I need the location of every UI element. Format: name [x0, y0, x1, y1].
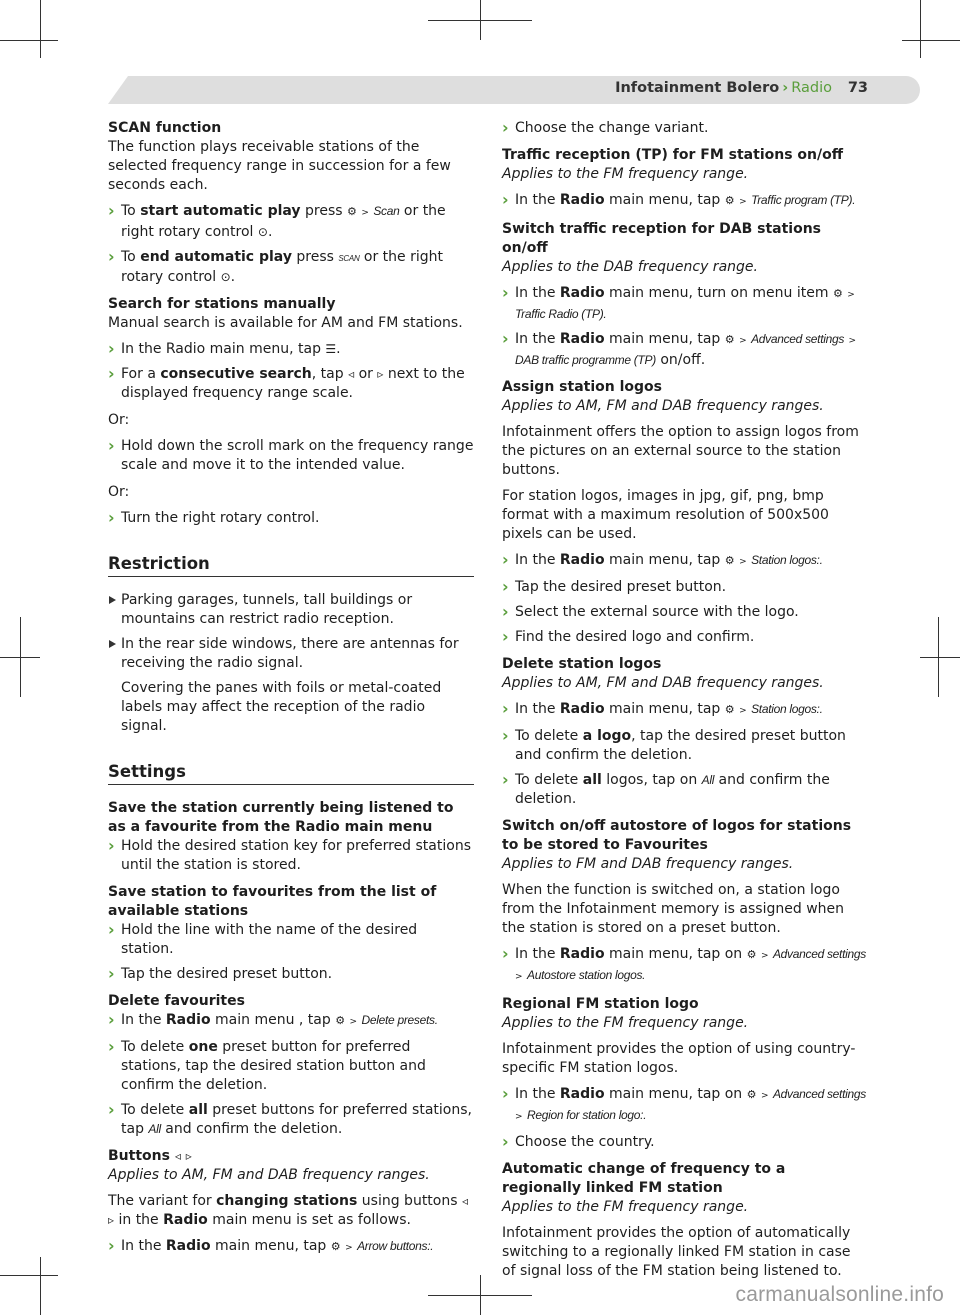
breadcrumb-current: Radio	[791, 80, 832, 96]
arrow-icon: >	[760, 1091, 769, 1101]
crop-mark	[480, 0, 481, 40]
step-tp-1: › In the Radio main menu, tap ⚙ > Traffic program (TP).	[502, 191, 868, 212]
gear-icon: ⚙	[724, 194, 735, 207]
gear-icon: ⚙	[346, 205, 357, 218]
menu-all: All	[701, 773, 715, 787]
menu-scan: Scan	[373, 204, 400, 218]
crop-mark	[480, 1275, 481, 1315]
left-icon: ◃	[174, 1149, 181, 1163]
gear-icon: ⚙	[724, 703, 735, 716]
breadcrumb	[615, 80, 832, 96]
step-reg-2: › Choose the country.	[502, 1133, 868, 1152]
section-settings: Settings	[108, 762, 474, 785]
step-fav2-2: › Tap the desired preset button.	[108, 965, 474, 984]
heading-delete-fav: Delete favourites	[108, 993, 245, 1009]
menu-delete-presets: Delete presets.	[361, 1013, 438, 1027]
dab-applies: Applies to the DAB frequency range.	[502, 259, 758, 275]
right-icon: ▹	[108, 1213, 115, 1227]
step-logo-4: › Find the desired logo and confirm.	[502, 628, 868, 647]
step-delete-1: › In the Radio main menu , tap ⚙ > Delete presets.	[108, 1011, 474, 1032]
gear-icon: ⚙	[330, 1240, 341, 1253]
menu-advanced-settings: Advanced settings	[772, 947, 866, 961]
logos-para-2: For station logos, images in jpg, gif, png, bmp format with a maximum resolution of 500x500 pixels can be used.	[502, 488, 829, 542]
left-column	[108, 119, 474, 1264]
arrow-icon: >	[848, 336, 857, 346]
step-logo-2: › Tap the desired preset button.	[502, 578, 868, 597]
gear-icon: ⚙	[335, 1014, 346, 1027]
step-dl-3: › To delete all logos, tap on All and confirm the deletion.	[502, 771, 868, 809]
heading-fav1: Save the station currently being listened to as a favourite from the Radio main menu	[108, 800, 454, 835]
crop-mark	[40, 0, 41, 58]
menu-arrow-buttons: Arrow buttons:.	[357, 1239, 434, 1253]
arrow-icon: >	[361, 208, 369, 218]
heading-auto-change: Automatic change of frequency to a regionally linked FM station	[502, 1161, 786, 1196]
gear-icon: ⚙	[832, 287, 843, 300]
crop-mark	[0, 40, 58, 41]
buttons-description: The variant for changing stations using buttons ◃ ▹ in the Radio main menu is set as follows.	[108, 1193, 469, 1228]
menu-dab-traffic: DAB traffic programme (TP)	[515, 353, 656, 367]
autostore-applies: Applies to FM and DAB frequency ranges.	[502, 856, 794, 872]
step-dab-1: › In the Radio main menu, turn on menu item ⚙ > Traffic Radio (TP).	[502, 284, 868, 324]
heading-autostore: Switch on/off autostore of logos for stations to be stored to Favourites	[502, 818, 852, 853]
arrow-icon: >	[739, 336, 747, 346]
crop-mark	[902, 40, 960, 41]
auto-change-applies: Applies to the FM frequency range.	[502, 1199, 749, 1215]
arrow-icon: >	[349, 1017, 358, 1027]
manual-description: Manual search is available for AM and FM stations.	[108, 315, 463, 331]
watermark: carmanualsonline.info	[735, 1283, 944, 1306]
breadcrumb-chapter: Infotainment Bolero	[615, 80, 780, 96]
right-column	[502, 119, 868, 1288]
left-icon: ◃	[348, 367, 355, 381]
crop-mark	[40, 1257, 41, 1315]
heading-assign-logos: Assign station logos	[502, 379, 662, 395]
step-choose-variant: › Choose the change variant.	[502, 119, 868, 138]
arrow-icon: >	[515, 972, 523, 982]
arrow-icon: >	[515, 1112, 523, 1122]
arrow-icon: >	[739, 557, 747, 567]
rotary-icon: ⊙	[220, 270, 231, 284]
gear-icon: ⚙	[724, 333, 735, 346]
heading-manual: Search for stations manually	[108, 296, 336, 312]
menu-region-logo: Region for station logo:.	[527, 1108, 647, 1122]
logos-applies: Applies to AM, FM and DAB frequency ranges.	[502, 398, 824, 414]
crop-mark	[20, 617, 21, 697]
restriction-bullet-2: In the rear side windows, there are antennas for receiving the radio signal.	[108, 635, 474, 673]
heading-dab-tp: Switch traffic reception for DAB stations on/off	[502, 221, 822, 256]
gear-icon: ⚙	[724, 554, 735, 567]
section-restriction: Restriction	[108, 554, 474, 577]
step-start-scan: › To start automatic play press ⚙ > Scan or the right rotary control ⊙.	[108, 202, 474, 242]
arrow-icon: >	[739, 197, 747, 207]
heading-regional: Regional FM station logo	[502, 996, 699, 1012]
delete-logos-applies: Applies to AM, FM and DAB frequency ranges.	[502, 675, 824, 691]
heading-tp: Traffic reception (TP) for FM stations on/off	[502, 147, 844, 163]
restriction-bullet-2-continued: Covering the panes with foils or metal-coated labels may affect the reception of the radio signal.	[121, 680, 442, 734]
or-text: Or:	[108, 484, 130, 500]
right-icon: ▹	[377, 367, 384, 381]
menu-traffic-radio: Traffic Radio (TP).	[515, 307, 607, 321]
heading-scan: SCAN function	[108, 120, 222, 136]
menu-traffic-program: Traffic program (TP).	[751, 193, 856, 207]
menu-advanced-settings: Advanced settings	[751, 332, 845, 346]
menu-autostore-logos: Autostore station logos.	[527, 968, 646, 982]
gear-icon: ⚙	[746, 948, 757, 961]
crop-mark	[920, 657, 960, 658]
step-manual-4: › Turn the right rotary control.	[108, 509, 474, 528]
crop-mark	[920, 0, 921, 58]
gear-icon: ⚙	[746, 1088, 757, 1101]
auto-change-para: Infotainment provides the option of automatically switching to a regionally linked FM station in case of signal loss of the FM station being listened to.	[502, 1225, 851, 1279]
restriction-bullet-1: Parking garages, tunnels, tall buildings or mountains can restrict radio reception.	[108, 591, 474, 629]
left-icon: ◃	[461, 1194, 469, 1208]
step-buttons-1: › In the Radio main menu, tap ⚙ > Arrow buttons:.	[108, 1237, 474, 1258]
step-logo-3: › Select the external source with the logo.	[502, 603, 868, 622]
list-icon: ☰	[325, 342, 337, 356]
step-reg-1: › In the Radio main menu, tap on ⚙ > Advanced settings > Region for station logo:.	[502, 1085, 868, 1127]
scan-description: The function plays receivable stations of the selected frequency range in succession for a few seconds each.	[108, 139, 451, 193]
step-delete-2: › To delete one preset button for preferred stations, tap the desired station button and confirm the deletion.	[108, 1038, 474, 1095]
crop-mark	[938, 617, 939, 697]
crop-mark	[0, 1275, 58, 1276]
step-fav2-1: › Hold the line with the name of the desired station.	[108, 921, 474, 959]
tp-applies: Applies to the FM frequency range.	[502, 166, 749, 182]
step-delete-3: › To delete all preset buttons for preferred stations, tap All and confirm the deletion.	[108, 1101, 474, 1139]
regional-applies: Applies to the FM frequency range.	[502, 1015, 749, 1031]
rotary-icon: ⊙	[257, 225, 268, 239]
or-text: Or:	[108, 412, 130, 428]
buttons-applies: Applies to AM, FM and DAB frequency ranges.	[108, 1167, 430, 1183]
step-dab-2: › In the Radio main menu, tap ⚙ > Advanced settings > DAB traffic programme (TP) on/off.	[502, 330, 868, 370]
step-dl-2: › To delete a logo, tap the desired preset button and confirm the deletion.	[502, 727, 868, 765]
step-as-1: › In the Radio main menu, tap on ⚙ > Advanced settings > Autostore station logos.	[502, 945, 868, 987]
arrow-icon: >	[760, 951, 769, 961]
step-manual-3: › Hold down the scroll mark on the frequency range scale and move it to the intended value.	[108, 437, 474, 475]
autostore-para: When the function is switched on, a station logo from the Infotainment memory is assigned when the station is stored on a preset button.	[502, 882, 845, 936]
step-fav1: › Hold the desired station key for preferred stations until the station is stored.	[108, 837, 474, 875]
arrow-icon: >	[345, 1243, 353, 1253]
logos-para-1: Infotainment offers the option to assign logos from the pictures on an external source to the station buttons.	[502, 424, 859, 478]
scan-button: SCAN	[338, 254, 360, 263]
step-logo-1: › In the Radio main menu, tap ⚙ > Station logos:.	[502, 551, 868, 572]
regional-para: Infotainment provides the option of using country-specific FM station logos.	[502, 1041, 856, 1076]
heading-buttons: Buttons ◃ ▹	[108, 1148, 192, 1164]
arrow-icon: >	[847, 290, 855, 300]
arrow-icon: >	[739, 706, 747, 716]
heading-fav2: Save station to favourites from the list of available stations	[108, 884, 437, 919]
step-manual-2: › For a consecutive search, tap ◃ or ▹ next to the displayed frequency range scale.	[108, 365, 474, 403]
breadcrumb-separator: ›	[782, 80, 789, 96]
heading-delete-logos: Delete station logos	[502, 656, 662, 672]
menu-all: All	[148, 1122, 161, 1136]
menu-station-logos: Station logos:.	[751, 702, 823, 716]
page-number: 73	[847, 80, 868, 96]
step-dl-1: › In the Radio main menu, tap ⚙ > Station logos:.	[502, 700, 868, 721]
step-manual-1: › In the Radio main menu, tap ☰.	[108, 340, 474, 359]
right-icon: ▹	[185, 1149, 192, 1163]
menu-advanced-settings: Advanced settings	[772, 1087, 866, 1101]
menu-station-logos: Station logos:.	[751, 553, 823, 567]
step-end-scan: › To end automatic play press SCAN or the right rotary control ⊙.	[108, 248, 474, 287]
